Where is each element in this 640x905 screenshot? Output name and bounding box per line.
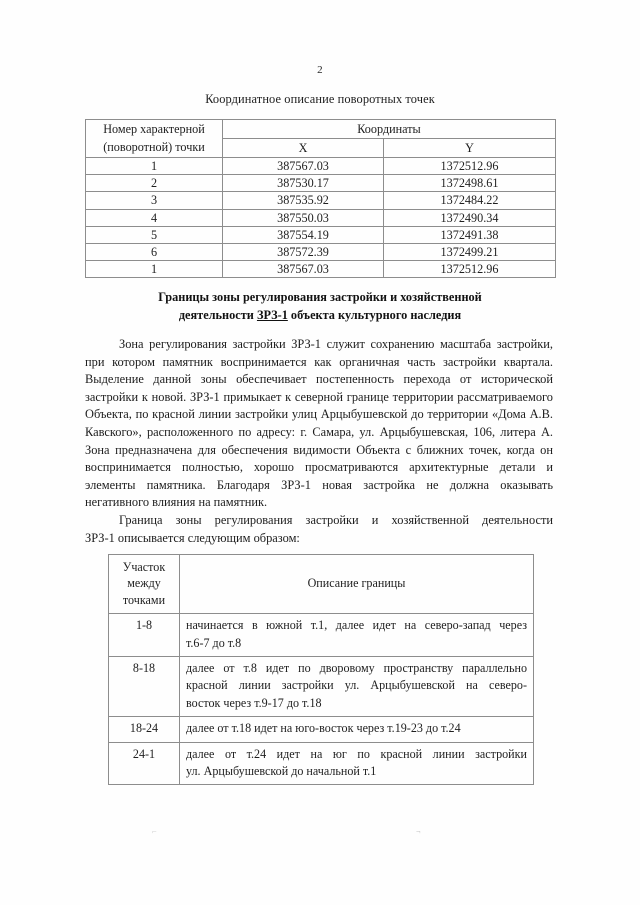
cell-x: 387567.03 <box>223 261 384 278</box>
table-row <box>86 158 556 175</box>
header-y: Y <box>384 139 556 158</box>
zone-heading-line2-before: деятельности <box>178 308 257 322</box>
border-table-body <box>109 614 534 785</box>
cell-segment: 8-18 <box>109 657 180 717</box>
cell-description-line1: далее от т.8 идет по дворовому пространству параллельно <box>186 661 527 676</box>
header-segment-line1: Участок <box>122 560 166 574</box>
cell-x: 387554.19 <box>223 226 384 243</box>
cell-y: 1372512.96 <box>384 158 556 175</box>
cell-x: 387567.03 <box>223 158 384 175</box>
table-row <box>86 226 556 243</box>
cell-description: далее от т.18 идет на юго-восток через т.19-23 до т.24 <box>180 717 534 742</box>
cell-description <box>180 657 534 717</box>
zone-heading-zone-code: ЗРЗ-1 <box>256 308 288 322</box>
table-row <box>86 209 556 226</box>
header-description: Описание границы <box>180 555 534 614</box>
border-description-table <box>108 554 534 785</box>
cell-point: 1 <box>86 158 223 175</box>
page-number: 2 <box>317 64 323 76</box>
header-x: X <box>223 139 384 158</box>
table-row <box>86 244 556 261</box>
paragraph-border-intro <box>85 512 553 547</box>
paragraph-border-intro-line1: Граница зоны регулирования застройки и хозяйственной деятельности <box>119 512 553 527</box>
cell-description-line2: ул. Арцыбушевской до начальной т.1 <box>186 764 377 779</box>
table-row <box>86 175 556 192</box>
scan-artifact: ⌐ <box>152 827 157 836</box>
cell-description-line2: т.6-7 до т.8 <box>186 635 242 650</box>
header-segment-line3: точками <box>122 592 166 607</box>
table-header-row <box>86 120 556 139</box>
cell-point: 6 <box>86 244 223 261</box>
cell-y: 1372490.34 <box>384 209 556 226</box>
cell-point: 3 <box>86 192 223 209</box>
body-text <box>85 336 553 547</box>
table-row <box>86 261 556 278</box>
cell-x: 387572.39 <box>223 244 384 261</box>
cell-segment: 24-1 <box>109 742 180 785</box>
header-point-number-line1: Номер характерной <box>103 122 205 136</box>
coordinates-table <box>85 119 556 278</box>
cell-description-line3: восток через т.9-17 до т.18 <box>186 695 322 710</box>
paragraph-border-intro-line2: ЗРЗ-1 описывается следующим образом: <box>85 530 300 545</box>
header-segment <box>109 555 180 614</box>
table-row <box>109 717 534 742</box>
coordinates-table-body <box>86 158 556 278</box>
table-row <box>109 742 534 785</box>
table-row <box>109 657 534 717</box>
border-table-header <box>109 555 534 614</box>
cell-description-line1: начинается в южной т.1, далее идет на северо-запад через <box>186 618 527 633</box>
cell-point: 4 <box>86 209 223 226</box>
cell-description <box>180 614 534 657</box>
zone-heading-line2-after: объекта культурного наследия <box>287 308 462 322</box>
table-header-row <box>109 555 534 614</box>
table-row <box>86 192 556 209</box>
zone-heading-line1: Границы зоны регулирования застройки и хозяйственной <box>158 290 482 304</box>
cell-y: 1372491.38 <box>384 226 556 243</box>
header-segment-line2: между <box>127 576 161 591</box>
cell-point: 2 <box>86 175 223 192</box>
cell-x: 387535.92 <box>223 192 384 209</box>
cell-description-line1: далее от т.24 идет на юг по красной линии застройки <box>186 746 527 761</box>
cell-segment: 18-24 <box>109 717 180 742</box>
cell-y: 1372499.21 <box>384 244 556 261</box>
scan-artifact: ¬ <box>416 827 421 836</box>
cell-y: 1372484.22 <box>384 192 556 209</box>
cell-segment: 1-8 <box>109 614 180 657</box>
page-title: Координатное описание поворотных точек <box>205 92 435 106</box>
header-coordinates: Координаты <box>223 120 556 139</box>
cell-description <box>180 742 534 785</box>
cell-description-line2: красной линии застройки ул. Арцыбушевской на северо- <box>186 678 527 693</box>
table-row <box>109 614 534 657</box>
cell-x: 387550.03 <box>223 209 384 226</box>
cell-y: 1372498.61 <box>384 175 556 192</box>
cell-y: 1372512.96 <box>384 261 556 278</box>
zone-heading <box>120 288 520 324</box>
header-point-number-line2: (поворотной) точки <box>103 139 205 154</box>
cell-point: 5 <box>86 226 223 243</box>
cell-point: 1 <box>86 261 223 278</box>
paragraph-zone-description: Зона регулирования застройки ЗРЗ-1 служит сохранению масштаба застройки, при котором памятник воспринимается как органичная часть застройки квартала. Выделение данной зоны обеспечивает постепенность перехода от исторической застройки к новой. ЗРЗ-1 примыкает к северной границе территории рассматриваемого Объекта, по красной линии застройки улиц Арцыбушевской до территории «Дома А.В. Кавского», расположенного по адресу: г. Самара, ул. Арцыбушевская, 106, литера А. Зона предназначена для обеспечения видимости Объекта с ближних точек, когда он воспринимается полностью, хорошо просматриваются архитектурные детали и элементы памятника. Благодаря ЗРЗ-1 новая застройка не должна оказывать негативного влияния на памятник. <box>85 337 553 510</box>
header-point-number <box>86 120 223 158</box>
coordinates-table-header <box>86 120 556 158</box>
cell-x: 387530.17 <box>223 175 384 192</box>
